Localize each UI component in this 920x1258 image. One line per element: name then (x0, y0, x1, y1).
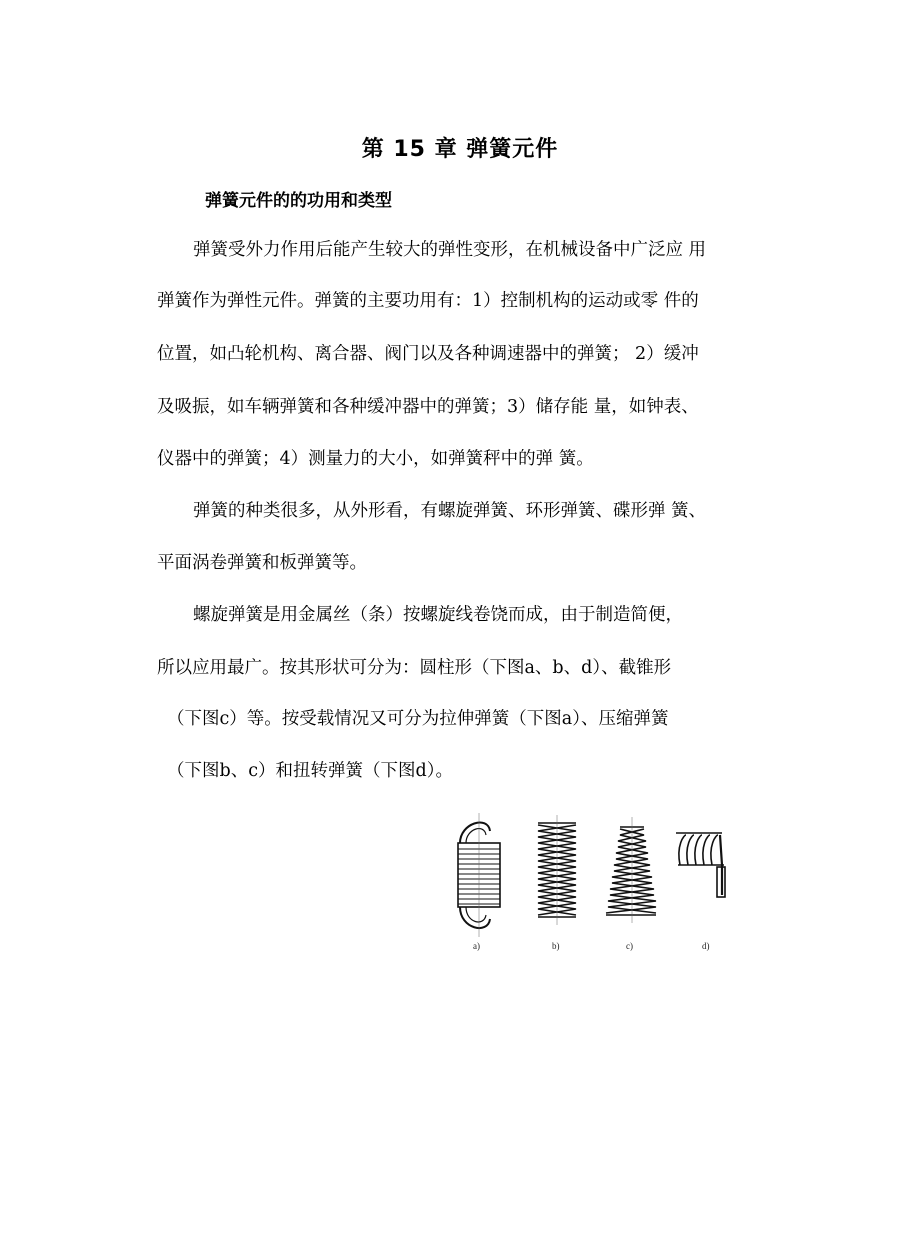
paragraph1-line-5: 仪器中的弹簧；4）测量力的大小，如弹簧秤中的弹 簧。 (157, 449, 594, 469)
paragraph2-line-1: 弹簧的种类很多，从外形看，有螺旋弹簧、环形弹簧、碟形弹 簧、 (193, 501, 707, 521)
caption-d: d) (702, 941, 710, 951)
paragraph3-line-1: 螺旋弹簧是用金属丝（条）按螺旋线卷饶而成，由于制造简便， (193, 605, 683, 625)
paragraph1-line-2: 弹簧作为弹性元件。弹簧的主要功用有：1）控制机构的运动或零 件的 (157, 291, 699, 311)
caption-b: b) (552, 941, 560, 951)
torsion-spring-drawing (676, 833, 725, 897)
paragraph3-line-3: （下图c）等。按受载情况又可分为拉伸弹簧（下图a）、压缩弹簧 (167, 709, 669, 729)
compression-spring-drawing (538, 815, 576, 925)
caption-c: c) (626, 941, 633, 951)
paragraph1-line-1: 弹簧受外力作用后能产生较大的弹性变形，在机械设备中广泛应 用 (193, 240, 707, 260)
conical-spring-drawing (606, 817, 656, 923)
caption-a: a) (473, 941, 480, 951)
paragraph3-line-4: （下图b、c）和扭转弹簧（下图d）。 (167, 761, 453, 781)
section-heading: 弹簧元件的的功用和类型 (205, 191, 392, 211)
paragraph2-line-2: 平面涡卷弹簧和板弹簧等。 (157, 553, 367, 573)
paragraph1-line-3: 位置，如凸轮机构、离合器、阀门以及各种调速器中的弹簧； 2）缓冲 (157, 344, 699, 364)
paragraph3-line-2: 所以应用最广。按其形状可分为：圆柱形（下图a、b、d）、截锥形 (157, 658, 672, 678)
spring-illustrations (440, 805, 740, 965)
chapter-title: 第 15 章 弹簧元件 (361, 137, 559, 162)
extension-spring-drawing (458, 813, 500, 937)
paragraph1-line-4: 及吸振，如车辆弹簧和各种缓冲器中的弹簧；3）储存能 量，如钟表、 (157, 397, 699, 417)
spring-types-figure (440, 805, 740, 965)
